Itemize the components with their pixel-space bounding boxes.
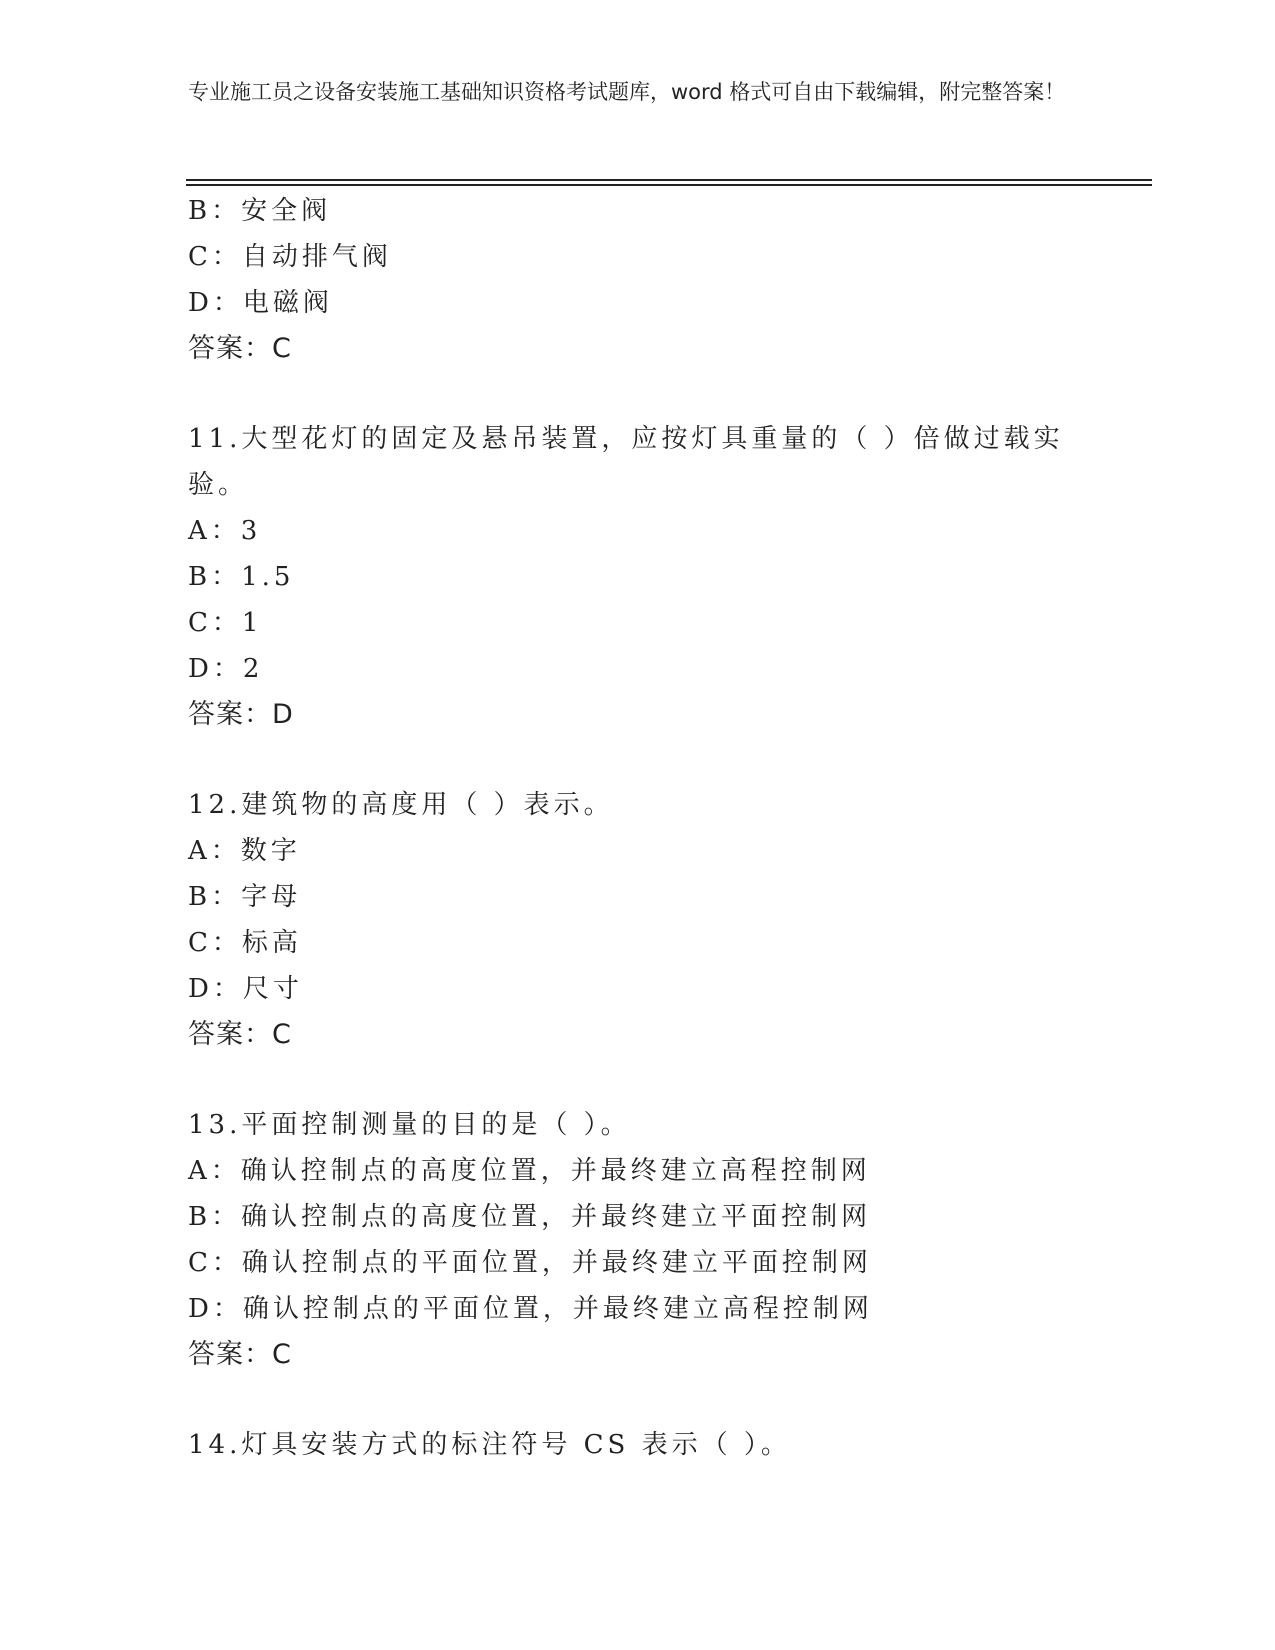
question-11 [188,416,1088,738]
question-gap [188,372,1088,416]
option-d: D：尺寸 [188,974,303,1004]
option-a: A：3 [188,516,262,546]
answer: 答案：C [188,1339,292,1370]
option-c: C：标高 [188,928,302,958]
answer: 答案：C [188,333,292,364]
question-list [188,188,1088,1468]
question-gap [188,1058,1088,1102]
question-13 [188,1102,1088,1378]
header-rule-top [186,179,1152,181]
option-c: C：自动排气阀 [188,242,392,272]
question-text: 11.大型花灯的固定及悬吊装置，应按灯具重量的（ ）倍做过载实验。 [188,424,1064,500]
question-14 [188,1422,1088,1468]
question-10-tail [188,188,1088,372]
option-a: A：数字 [188,836,301,866]
option-c: C：确认控制点的平面位置，并最终建立平面控制网 [188,1248,872,1278]
option-b: B：安全阀 [188,196,332,226]
question-gap [188,738,1088,782]
option-a: A：确认控制点的高度位置，并最终建立高程控制网 [188,1156,871,1186]
option-b: B：字母 [188,882,302,912]
option-d: D：2 [188,654,264,684]
option-d: D：确认控制点的平面位置，并最终建立高程控制网 [188,1294,873,1324]
option-b: B：确认控制点的高度位置，并最终建立平面控制网 [188,1202,872,1232]
answer: 答案：D [188,699,294,730]
answer: 答案：C [188,1019,292,1050]
question-text: 12.建筑物的高度用（ ）表示。 [188,790,614,820]
question-text: 13.平面控制测量的目的是（ ）。 [188,1110,631,1140]
question-gap [188,1378,1088,1422]
option-d: D：电磁阀 [188,288,333,318]
question-text: 14.灯具安装方式的标注符号 CS 表示（ ）。 [188,1430,791,1460]
document-header: 专业施工员之设备安装施工基础知识资格考试题库，word 格式可自由下载编辑，附完整答案！ [188,80,1066,104]
option-b: B：1.5 [188,562,295,592]
question-12 [188,782,1088,1058]
header-rule-bottom [186,184,1152,186]
option-c: C：1 [188,608,263,638]
